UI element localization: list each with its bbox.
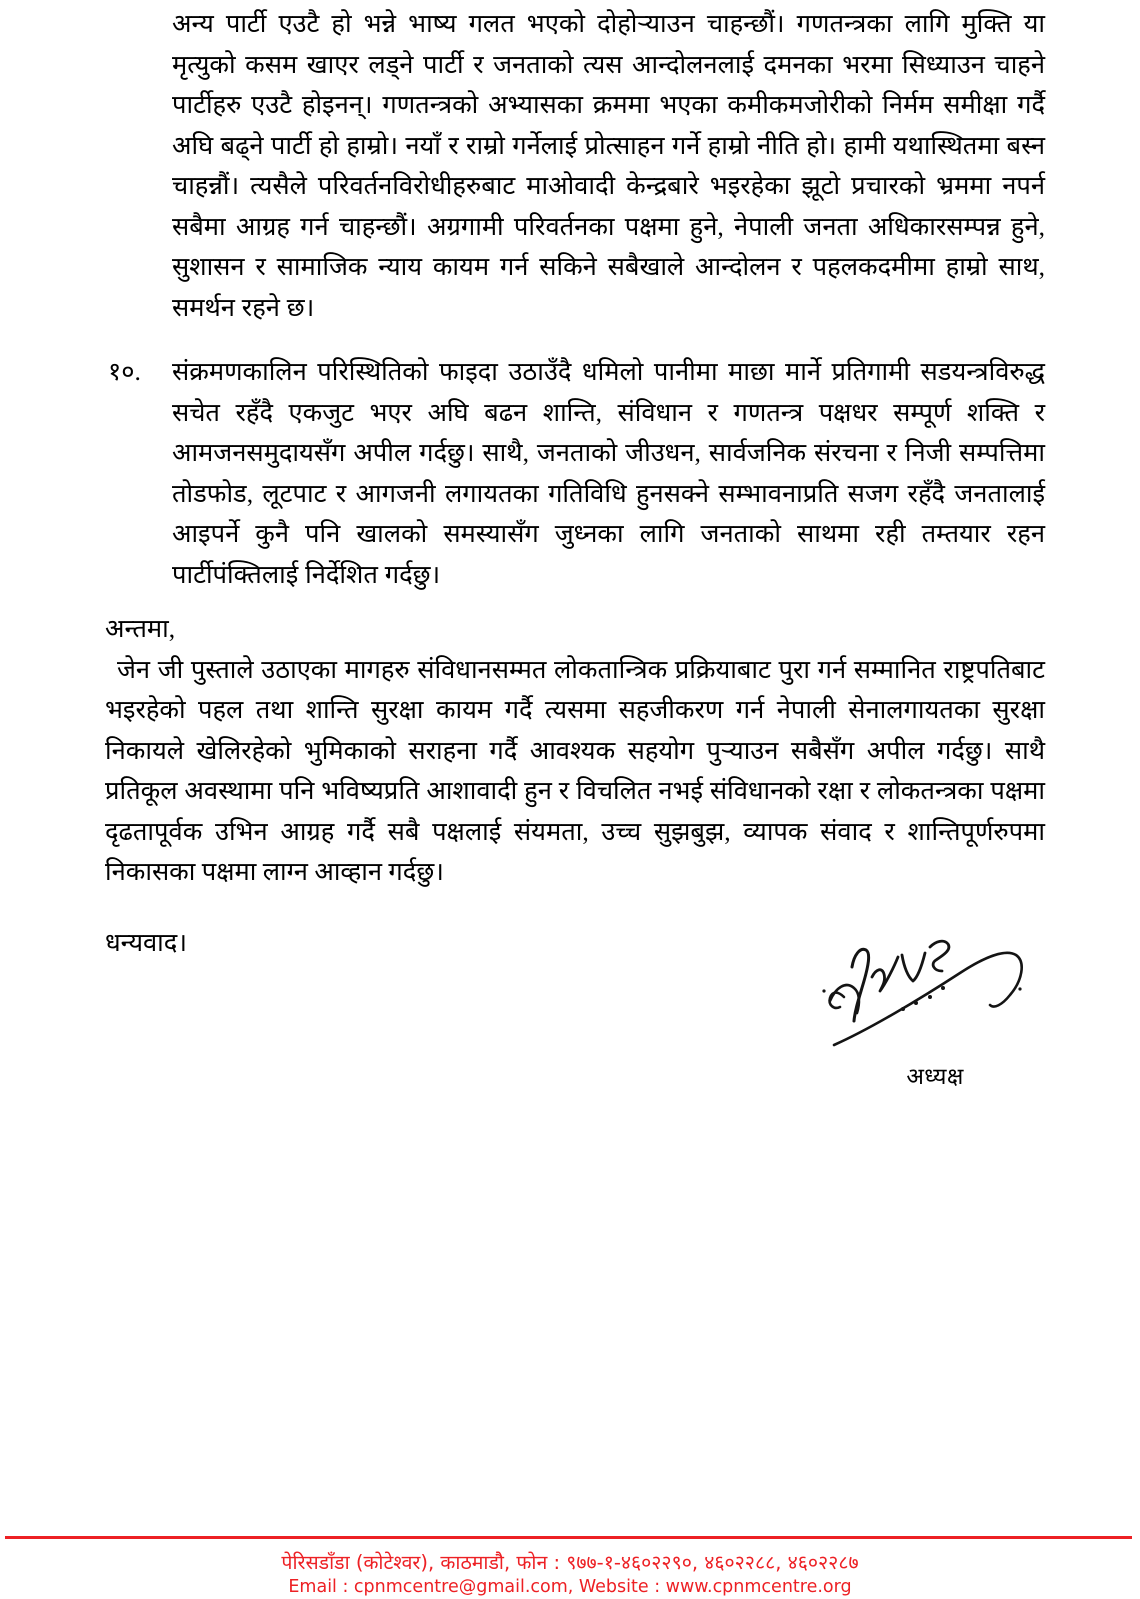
numbered-item-10-number: १०.: [108, 357, 141, 386]
spacer: [0, 328, 1140, 352]
signature-title: अध्यक्ष: [906, 1064, 964, 1089]
footer-contact-line: Email : cpnmcentre@gmail.com, Website : www.cpnmcentre.org: [288, 1577, 852, 1597]
numbered-item-10: [0, 352, 1140, 595]
footer-address-line: पेरिसडाँडा (कोटेश्वर), काठमाडौै, फोन : ९७७-१-४६०२२९०, ४६०२२८८, ४६०२२८७: [281, 1551, 859, 1574]
numbered-item-10-text: संक्रमणकालिन परिस्थितिको फाइदा उठाउँदै धमिलो पानीमा माछा मार्ने प्रतिगामी सडयन्त्रविरुद्ध सचेत रहँदै एकजुट भएर अघि बढन शान्ति, संविधान र गणतन्त्र पक्षधर सम्पूर्ण शक्ति र आमजनसमुदायसँग अपील गर्दछु। साथै, जनताको जीउधन, सार्वजनिक संरचना र निजी सम्पत्तिमा तोडफोड, लूटपाट र आगजनी लगायतका गतिविधि हुनसक्ने सम्भावनाप्रति सजग रहँदै जनतालाई आइपर्ने कुनै पनि खालको समस्यासँग जुध्नका लागि जनताको साथमा रही तम्तयार रहन पार्टीपंक्तिलाई निर्देशित गर्दछु।: [172, 357, 1045, 589]
spacer: [0, 595, 1140, 609]
closing-lead: अन्तमा,: [105, 614, 176, 643]
handwritten-signature-icon: [810, 925, 1060, 1060]
footer-divider: [5, 1536, 1132, 1539]
footer-contact-block: [0, 1550, 1140, 1599]
continued-paragraph: अन्य पार्टी एउटै हो भन्ने भाष्य गलत भएको दोहोर्‍याउन चाहन्छौं। गणतन्त्रका लागि मुक्ति या मृत्युको कसम खाएर लड्ने पार्टी र जनताको त्यस आन्दोलनलाई दमनका भरमा सिध्याउन चाहने पार्टीहरु एउटै होइनन्। गणतन्त्रको अभ्यासका क्रममा भएका कमीकमजोरीको निर्मम समीक्षा गर्दै अघि बढ्ने पार्टी हो हाम्रो। नयाँ र राम्रो गर्नेलाई प्रोत्साहन गर्ने हाम्रो नीति हो। हामी यथास्थितमा बस्न चाहन्नौं। त्यसैले परिवर्तनविरोधीहरुबाट माओवादी केन्द्रबारे भइरहेका झूटो प्रचारको भ्रममा नपर्न सबैमा आग्रह गर्न चाहन्छौं। अग्रगामी परिवर्तनका पक्षमा हुने, नेपाली जनता अधिकारसम्पन्न हुने, सुशासन र सामाजिक न्याय कायम गर्न सकिने सबैखाले आन्दोलन र पहलकदमीमा हाम्रो साथ, समर्थन रहने छ।: [172, 9, 1045, 322]
signature-block: [800, 925, 1070, 1092]
closing-paragraph: जेन जी पुस्ताले उठाएका मागहरु संविधानसम्मत लोकतान्त्रिक प्रक्रियाबाट पुरा गर्न सम्मानित राष्ट्रपतिबाट भइरहेको पहल तथा शान्ति सुरक्षा कायम गर्दै त्यसमा सहजीकरण गर्न नेपाली सेनालगायतका सुरक्षा निकायले खेलिरहेको भुमिकाको सराहना गर्दै आवश्यक सहयोग पुर्‍याउन सबैसँग अपील गर्दछु। साथै प्रतिकूल अवस्थामा पनि भविष्यप्रति आशावादी हुन र विचलित नभई संविधानको रक्षा र लोकतन्त्रका पक्षमा दृढतापूर्वक उभिन आग्रह गर्दै सबै पक्षलाई संयमता, उच्च सुझबुझ, व्यापक संवाद र शान्तिपूर्णरुपमा निकासका पक्षमा लाग्न आव्हान गर्दछु।: [105, 654, 1045, 886]
spacer: [0, 893, 1140, 923]
thanks-line: धन्यवाद।: [105, 927, 187, 957]
